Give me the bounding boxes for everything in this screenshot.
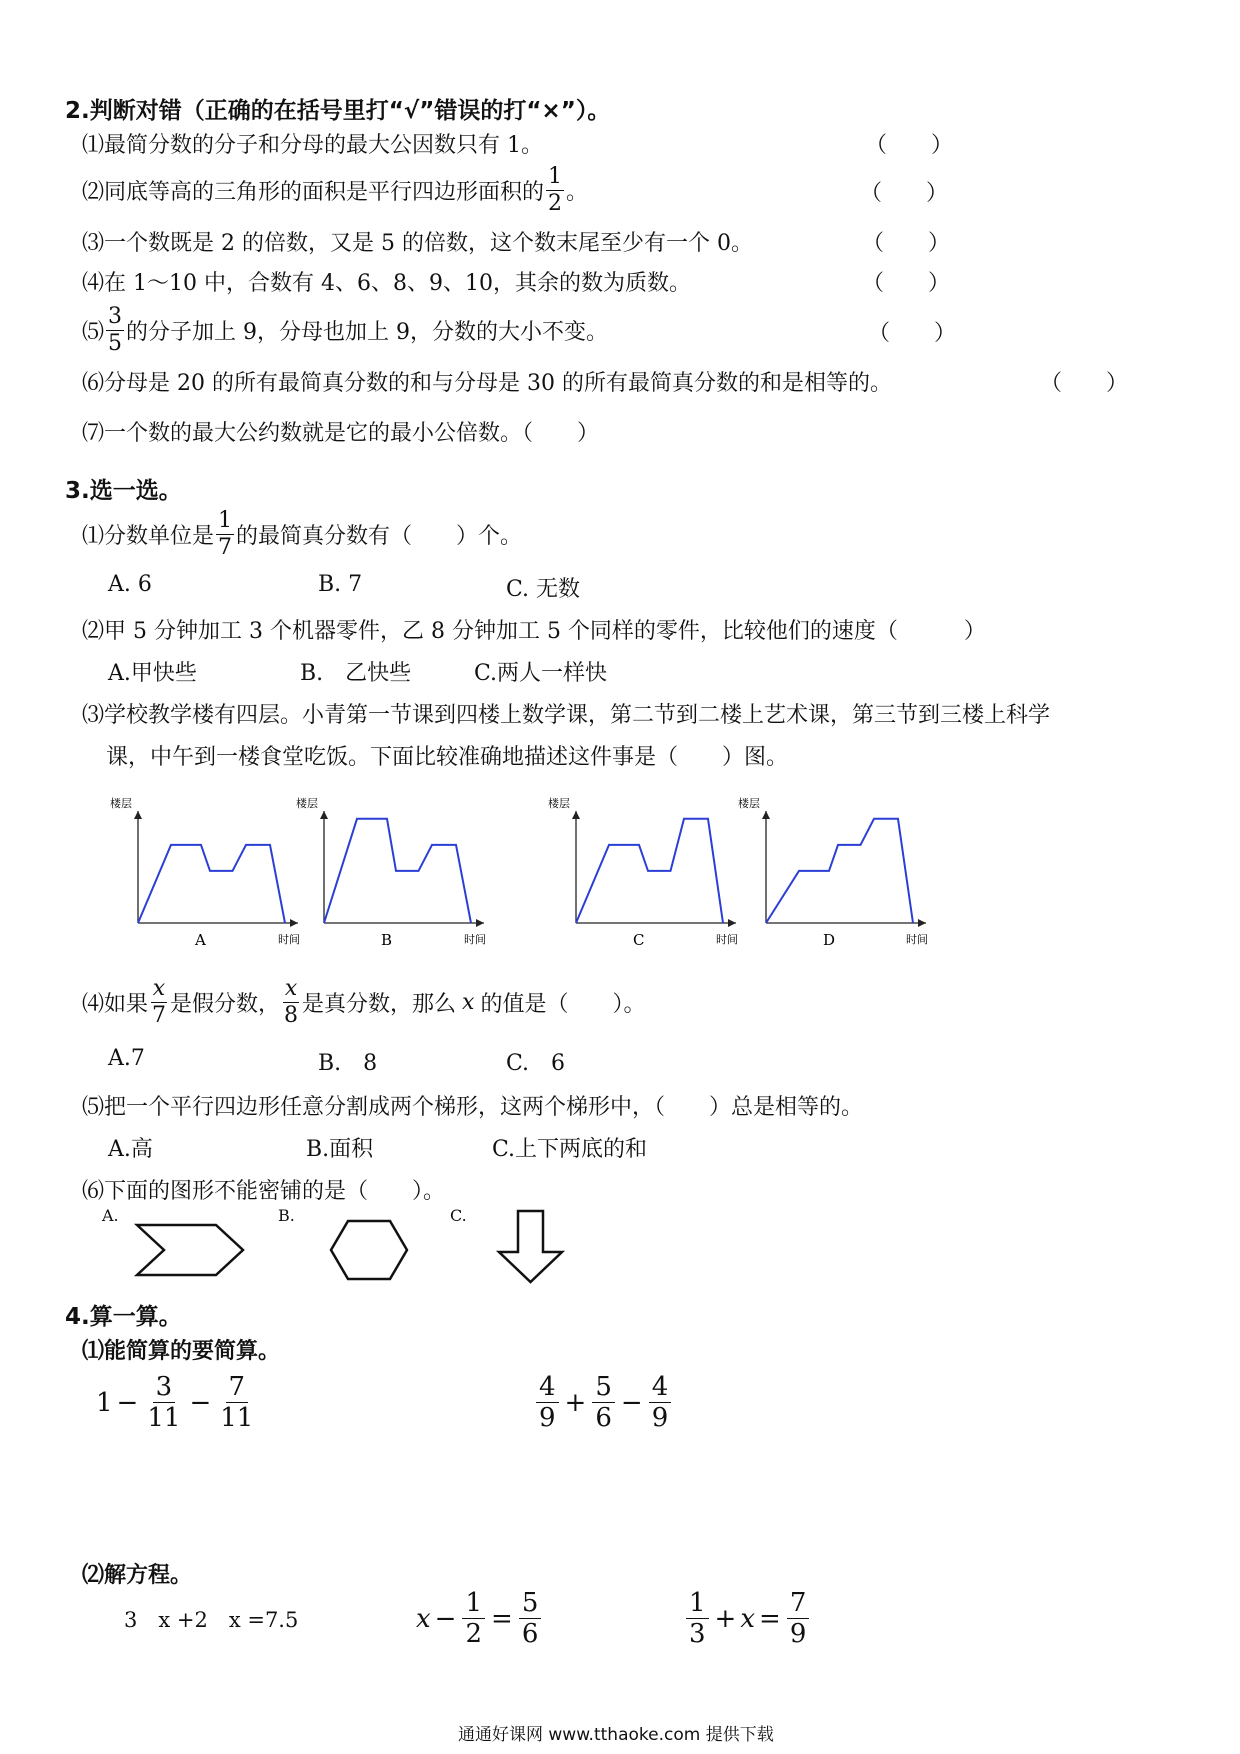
s2-question-4: ⑷在 1～10 中，合数有 4、6、8、9、10，其余的数为质数。	[82, 271, 691, 296]
option-a[interactable]: A.甲快些	[108, 661, 197, 686]
option-c[interactable]: C. 无数	[506, 577, 581, 602]
chart-a-svg	[108, 795, 308, 955]
chart-c[interactable]	[546, 795, 746, 959]
option-b[interactable]: B. 乙快些	[300, 661, 412, 686]
chart-c-svg	[546, 795, 746, 955]
minus-sign: −	[116, 1387, 139, 1418]
answer-paren[interactable]: （ ）	[860, 181, 949, 206]
answer-paren[interactable]: （ ）	[1040, 371, 1129, 396]
variable-x: x	[416, 1603, 431, 1634]
expression-2	[534, 1374, 673, 1431]
fraction: $\frac{x}{7}$	[152, 976, 167, 1028]
section-4-sub1: ⑴能简算的要简算。	[82, 1339, 281, 1364]
fraction: $\frac{4}{9}$	[649, 1374, 672, 1431]
chart-b-title: B	[381, 931, 393, 949]
chart-d[interactable]	[736, 795, 936, 959]
minus-sign: −	[189, 1387, 212, 1418]
fraction: $\frac{1}{2}$	[462, 1590, 485, 1647]
s2-question-1: ⑴最简分数的分子和分母的最大公因数只有 1。	[82, 133, 543, 158]
option-c[interactable]: C.两人一样快	[474, 661, 608, 686]
section-4-sub2: ⑵解方程。	[82, 1563, 193, 1588]
fraction: $\frac{1}{3}$	[686, 1590, 709, 1647]
q2-text: ⑵同底等高的三角形的面积是平行四边形面积的	[82, 180, 545, 205]
chart-c-ylabel: 楼层	[548, 797, 570, 810]
fraction: $\frac{3}{11}$	[147, 1372, 181, 1433]
chart-d-xlabel: 时间	[906, 933, 928, 946]
equation-2	[416, 1590, 543, 1647]
equals-sign: =	[759, 1603, 781, 1634]
chevron-shape-icon[interactable]	[134, 1222, 246, 1278]
chart-b-ylabel: 楼层	[296, 797, 318, 810]
chart-d-y-arrow	[762, 811, 770, 819]
shape-label-a: A.	[102, 1206, 119, 1225]
answer-paren[interactable]: （ ）	[862, 231, 951, 256]
plus-sign: +	[714, 1603, 737, 1634]
chart-b-y-arrow	[320, 811, 328, 819]
minus-sign: −	[434, 1603, 457, 1634]
s2-question-2	[82, 166, 588, 215]
hexagon-shape-icon[interactable]	[328, 1218, 410, 1282]
chart-d-title: D	[823, 931, 836, 949]
chart-a[interactable]	[108, 795, 308, 959]
q1-text-end: 的最简真分数有（ ）个。	[236, 524, 523, 549]
answer-paren[interactable]: （ ）	[862, 271, 951, 296]
s3-question-2: ⑵甲 5 分钟加工 3 个机器零件，乙 8 分钟加工 5 个同样的零件，比较他们的速度（ ）	[82, 619, 986, 644]
chart-a-xlabel: 时间	[278, 933, 300, 946]
s3-question-5: ⑸把一个平行四边形任意分割成两个梯形，这两个梯形中，（ ）总是相等的。	[82, 1095, 864, 1120]
s3-question-1	[82, 510, 522, 559]
fraction: $\frac{1}{7}$	[218, 508, 233, 560]
option-c[interactable]: C.上下两底的和	[492, 1137, 648, 1162]
option-a[interactable]: A. 6	[108, 572, 152, 597]
s3-question-4	[82, 978, 645, 1027]
answer-paren[interactable]: （ ）	[865, 133, 954, 158]
q5-text: 的分子加上 9，分母也加上 9，分数的大小不变。	[126, 320, 608, 345]
expression-1	[96, 1374, 258, 1431]
chart-b-series-line	[324, 819, 471, 923]
fraction: $\frac{7}{9}$	[787, 1590, 810, 1647]
shape-label-c: C.	[450, 1206, 467, 1225]
s3-question-6: ⑹下面的图形不能密铺的是（ ）。	[82, 1179, 446, 1204]
option-a[interactable]: A.高	[108, 1137, 153, 1162]
chart-d-ylabel: 楼层	[738, 797, 760, 810]
chart-a-ylabel: 楼层	[110, 797, 132, 810]
chart-a-series-line	[138, 845, 285, 923]
option-b[interactable]: B. 7	[318, 572, 363, 597]
equals-sign: =	[491, 1603, 513, 1634]
section-3-heading: 3.选一选。	[65, 478, 182, 504]
shape-label-b: B.	[278, 1206, 295, 1225]
s2-question-5	[82, 306, 608, 355]
number-one: 1	[96, 1387, 113, 1418]
answer-paren[interactable]: （ ）	[868, 321, 957, 346]
footer-source: 通通好课网 www.tthaoke.com 提供下载	[458, 1725, 774, 1745]
chart-b[interactable]	[294, 795, 494, 959]
option-b[interactable]: B.面积	[306, 1137, 374, 1162]
s2-question-3: ⑶一个数既是 2 的倍数，又是 5 的倍数，这个数末尾至少有一个 0。	[82, 231, 753, 256]
chart-c-title: C	[633, 931, 645, 949]
chart-a-title: A	[195, 931, 206, 949]
chart-b-xlabel: 时间	[464, 933, 486, 946]
chart-a-y-arrow	[134, 811, 142, 819]
section-2-heading: 2.判断对错（正确的在括号里打“√”错误的打“×”）。	[65, 98, 611, 124]
fraction: $\frac{5}{6}$	[592, 1374, 615, 1431]
minus-sign: −	[620, 1387, 643, 1418]
s2-question-6: ⑹分母是 20 的所有最简真分数的和与分母是 30 的所有最简真分数的和是相等的。	[82, 371, 892, 396]
fraction: $\frac{4}{9}$	[536, 1374, 559, 1431]
option-a[interactable]: A.7	[108, 1046, 145, 1071]
chart-c-y-arrow	[572, 811, 580, 819]
fraction: $\frac{1}{2}$	[548, 164, 563, 216]
section-4-heading: 4.算一算。	[65, 1304, 182, 1330]
chart-d-svg	[736, 795, 936, 955]
s3-question-3-line1: ⑶学校教学楼有四层。小青第一节课到四楼上数学课，第二节到二楼上艺术课，第三节到三楼上科学	[82, 703, 1051, 728]
fraction: $\frac{3}{5}$	[108, 304, 123, 356]
variable-x: x	[462, 990, 475, 1015]
chart-b-x-arrow	[476, 919, 484, 927]
option-c[interactable]: C. 6	[506, 1051, 566, 1076]
equation-3	[684, 1590, 811, 1647]
chart-d-x-arrow	[918, 919, 926, 927]
chart-d-series-line	[766, 819, 913, 923]
chart-c-x-arrow	[728, 919, 736, 927]
q4-text-end: 的值是（ ）。	[480, 992, 646, 1017]
chart-c-series-line	[576, 819, 723, 923]
q5-number: ⑸	[82, 320, 105, 345]
fraction: $\frac{7}{11}$	[220, 1372, 254, 1433]
fraction: $\frac{5}{6}$	[519, 1590, 542, 1647]
chart-b-svg	[294, 795, 494, 955]
s2-question-7: ⑺一个数的最大公约数就是它的最小公倍数。（ ）	[82, 421, 600, 446]
s3-question-3-line2: 课，中午到一楼食堂吃饭。下面比较准确地描述这件事是（ ）图。	[106, 745, 789, 770]
chart-c-xlabel: 时间	[716, 933, 738, 946]
q4-text-mid: 是假分数，	[170, 992, 281, 1017]
fraction: $\frac{x}{8}$	[284, 976, 299, 1028]
equation-1: 3 x +2 x =7.5	[124, 1608, 299, 1632]
q4-text-mid2: 是真分数，那么	[302, 992, 457, 1017]
option-b[interactable]: B. 8	[318, 1051, 378, 1076]
down-arrow-shape-icon[interactable]	[496, 1208, 566, 1286]
variable-x: x	[740, 1603, 756, 1634]
q4-text: ⑷如果	[82, 992, 149, 1017]
plus-sign: +	[564, 1387, 587, 1418]
q2-text-end: 。	[566, 180, 589, 205]
q1-text: ⑴分数单位是	[82, 524, 215, 549]
